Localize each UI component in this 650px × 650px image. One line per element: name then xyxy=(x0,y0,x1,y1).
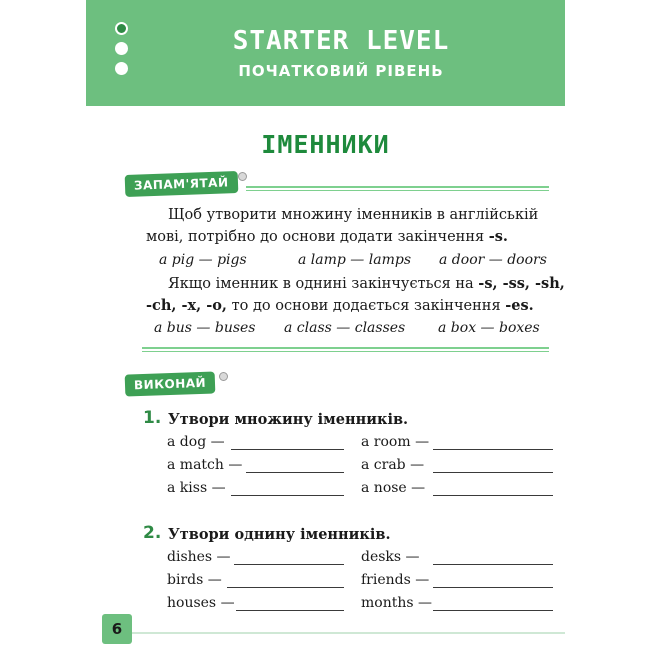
answer-line[interactable] xyxy=(433,449,553,450)
example-1-2: a lamp — lamps xyxy=(298,252,412,268)
level-title: STARTER LEVEL xyxy=(232,26,450,56)
rule2-line2-terms: -ch, -x, -o, xyxy=(146,297,227,314)
page-number: 6 xyxy=(102,614,132,644)
rule2-line2 xyxy=(146,295,534,317)
answer-line[interactable] xyxy=(236,610,344,611)
answer-line[interactable] xyxy=(433,495,553,496)
rule1-line2-text: мові, потрібно до основи додати закінчення xyxy=(146,229,489,245)
answer-line[interactable] xyxy=(246,472,344,473)
level-indicator xyxy=(108,18,138,86)
footer-rule xyxy=(132,632,565,634)
exercise-1-number: 1. xyxy=(143,408,162,428)
rule2-line1-terms: -s, -ss, -sh, xyxy=(478,275,565,292)
pin-icon xyxy=(219,372,228,381)
exercise-2-word: friends — xyxy=(361,572,430,588)
example-2-1: a bus — buses xyxy=(154,320,256,336)
exercise-1-word: a kiss — xyxy=(167,480,226,496)
example-2-3: a box — boxes xyxy=(438,320,540,336)
exercise-1-word: a match — xyxy=(167,457,243,473)
exercise-1-word: a dog — xyxy=(167,434,225,450)
exercise-2-word: houses — xyxy=(167,595,235,611)
exercise-2-word: months — xyxy=(361,595,432,611)
answer-line[interactable] xyxy=(231,495,344,496)
answer-line[interactable] xyxy=(231,449,344,450)
rule2-line1 xyxy=(168,273,565,295)
answer-line[interactable] xyxy=(433,564,553,565)
level-dot-1 xyxy=(115,22,128,35)
remember-tag-label: ЗАПАМ'ЯТАЙ xyxy=(133,175,229,193)
answer-line[interactable] xyxy=(433,610,553,611)
remember-top-rule xyxy=(246,186,549,188)
example-1-1: a pig — pigs xyxy=(159,252,247,268)
rule1-line1: Щоб утворити множину іменників в англійській xyxy=(168,207,539,223)
rule1-line2 xyxy=(146,226,508,248)
remember-tag xyxy=(125,171,238,197)
exercise-2-title: Утвори однину іменників. xyxy=(168,526,391,543)
rule1-suffix: -s. xyxy=(488,228,508,245)
exercise-1-word: a nose — xyxy=(361,480,426,496)
topic-title: ІМЕННИКИ xyxy=(261,130,390,159)
remember-bottom-rule xyxy=(142,347,549,349)
exercise-1-word: a room — xyxy=(361,434,430,450)
exercise-2-number: 2. xyxy=(143,523,162,543)
rule2-line1-text: Якщо іменник в однині закінчується на xyxy=(168,276,479,292)
answer-line[interactable] xyxy=(433,472,553,473)
exercise-2-word: birds — xyxy=(167,572,222,588)
example-2-2: a class — classes xyxy=(284,320,406,336)
level-subtitle: ПОЧАТКОВИЙ РІВЕНЬ xyxy=(238,62,444,80)
practice-tag-label: ВИКОНАЙ xyxy=(133,375,207,393)
exercise-2-word: desks — xyxy=(361,549,420,565)
exercise-1-word: a crab — xyxy=(361,457,425,473)
remember-bottom-rule-2 xyxy=(142,351,549,352)
remember-top-rule-2 xyxy=(246,190,549,191)
level-header xyxy=(86,0,565,106)
level-dot-3 xyxy=(115,62,128,75)
exercise-1-title: Утвори множину іменників. xyxy=(168,411,409,428)
answer-line[interactable] xyxy=(227,587,344,588)
level-dot-2 xyxy=(115,42,128,55)
workbook-page xyxy=(86,0,565,650)
pin-icon xyxy=(238,172,247,181)
rule2-suffix: -es. xyxy=(505,297,534,314)
practice-tag xyxy=(125,371,216,396)
answer-line[interactable] xyxy=(433,587,553,588)
example-1-3: a door — doors xyxy=(439,252,547,268)
rule2-line2-text: то до основи додається закінчення xyxy=(226,298,506,314)
answer-line[interactable] xyxy=(234,564,344,565)
exercise-2-word: dishes — xyxy=(167,549,231,565)
